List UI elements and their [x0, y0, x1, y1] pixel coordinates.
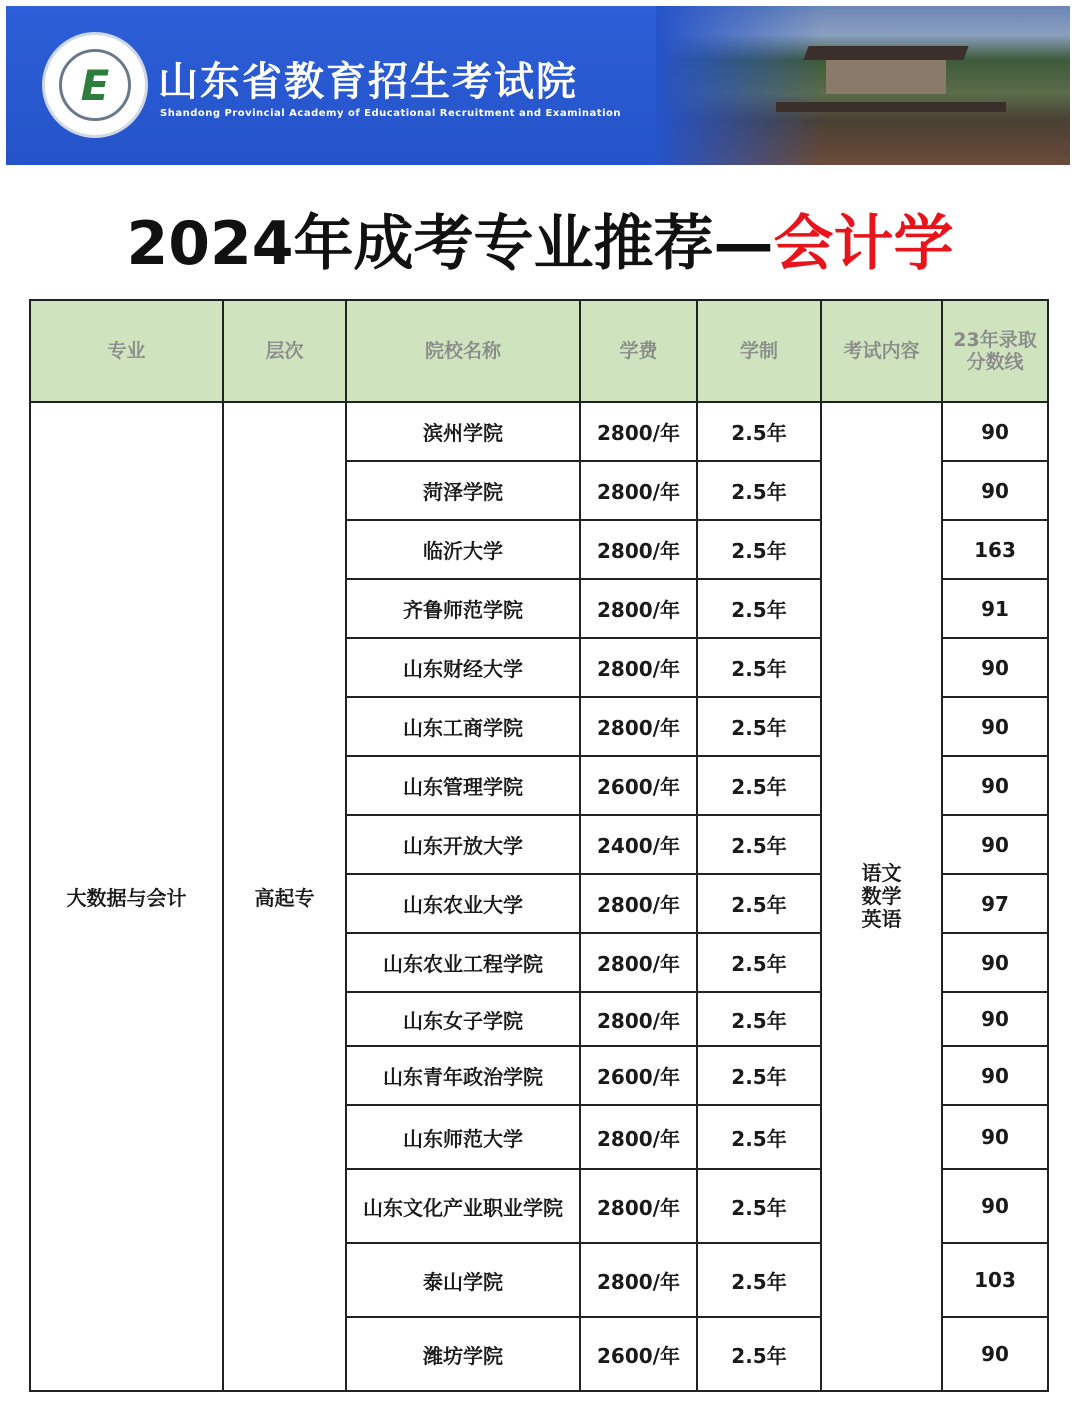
- header-level: 层次: [223, 300, 346, 402]
- school-name-cell: 齐鲁师范学院: [346, 579, 580, 638]
- score-cell: 90: [942, 697, 1048, 756]
- duration-cell: 2.5年: [697, 756, 821, 815]
- header-score: 23年录取分数线: [942, 300, 1048, 402]
- school-name-cell: 山东财经大学: [346, 638, 580, 697]
- school-name-cell: 山东农业工程学院: [346, 933, 580, 992]
- exam-content-cell: 语文 数学 英语: [821, 402, 942, 1391]
- org-name: 山东省教育招生考试院: [158, 59, 578, 105]
- score-cell: 103: [942, 1243, 1048, 1317]
- score-cell: 90: [942, 756, 1048, 815]
- fee-cell: 2600/年: [580, 1317, 697, 1391]
- school-name-cell: 山东农业大学: [346, 874, 580, 933]
- school-name-cell: 山东开放大学: [346, 815, 580, 874]
- major-cell: 大数据与会计: [30, 402, 223, 1391]
- fee-cell: 2800/年: [580, 874, 697, 933]
- header-school: 院校名称: [346, 300, 580, 402]
- score-cell: 90: [942, 461, 1048, 520]
- table-header-row: [30, 300, 1048, 402]
- title-prefix: 2024年成考专业推荐—: [126, 209, 774, 279]
- school-name-cell: 潍坊学院: [346, 1317, 580, 1391]
- fee-cell: 2800/年: [580, 992, 697, 1046]
- level-cell: 高起专: [223, 402, 346, 1391]
- header-fee: 学费: [580, 300, 697, 402]
- duration-cell: 2.5年: [697, 402, 821, 461]
- duration-cell: 2.5年: [697, 874, 821, 933]
- logo-letter: E: [80, 60, 110, 110]
- fee-cell: 2800/年: [580, 1105, 697, 1169]
- fee-cell: 2600/年: [580, 1046, 697, 1105]
- header-major: 专业: [30, 300, 223, 402]
- duration-cell: 2.5年: [697, 461, 821, 520]
- score-cell: 90: [942, 402, 1048, 461]
- fee-cell: 2800/年: [580, 1169, 697, 1243]
- header-exam: 考试内容: [821, 300, 942, 402]
- school-name-cell: 滨州学院: [346, 402, 580, 461]
- fee-cell: 2800/年: [580, 520, 697, 579]
- school-name-cell: 临沂大学: [346, 520, 580, 579]
- school-name-cell: 山东工商学院: [346, 697, 580, 756]
- header-duration: 学制: [697, 300, 821, 402]
- fee-cell: 2800/年: [580, 402, 697, 461]
- temple-wall: [826, 60, 946, 94]
- score-cell: 91: [942, 579, 1048, 638]
- temple-photo: [656, 6, 1070, 165]
- table-row: [30, 402, 1048, 461]
- page-title: [0, 196, 1080, 282]
- school-name-cell: 泰山学院: [346, 1243, 580, 1317]
- temple-roof: [803, 46, 968, 60]
- duration-cell: 2.5年: [697, 697, 821, 756]
- duration-cell: 2.5年: [697, 1169, 821, 1243]
- score-cell: 90: [942, 815, 1048, 874]
- school-name-cell: 山东文化产业职业学院: [346, 1169, 580, 1243]
- score-cell: 90: [942, 1105, 1048, 1169]
- duration-cell: 2.5年: [697, 1046, 821, 1105]
- title-highlight: 会计学: [773, 209, 954, 279]
- academy-logo: [42, 32, 148, 138]
- org-name-english: Shandong Provincial Academy of Educational Recruitment and Examination: [160, 108, 622, 119]
- duration-cell: 2.5年: [697, 579, 821, 638]
- score-cell: 90: [942, 1317, 1048, 1391]
- duration-cell: 2.5年: [697, 520, 821, 579]
- duration-cell: 2.5年: [697, 933, 821, 992]
- logo-emblem: [59, 49, 131, 121]
- duration-cell: 2.5年: [697, 815, 821, 874]
- fee-cell: 2800/年: [580, 461, 697, 520]
- temple-roof-lower: [776, 102, 1006, 112]
- fee-cell: 2800/年: [580, 1243, 697, 1317]
- fee-cell: 2400/年: [580, 815, 697, 874]
- school-name-cell: 山东管理学院: [346, 756, 580, 815]
- duration-cell: 2.5年: [697, 638, 821, 697]
- duration-cell: 2.5年: [697, 1317, 821, 1391]
- score-cell: 90: [942, 992, 1048, 1046]
- fee-cell: 2800/年: [580, 579, 697, 638]
- duration-cell: 2.5年: [697, 1105, 821, 1169]
- fee-cell: 2800/年: [580, 638, 697, 697]
- school-name-cell: 山东青年政治学院: [346, 1046, 580, 1105]
- score-cell: 90: [942, 638, 1048, 697]
- score-cell: 90: [942, 1169, 1048, 1243]
- school-name-cell: 山东女子学院: [346, 992, 580, 1046]
- school-name-cell: 菏泽学院: [346, 461, 580, 520]
- score-cell: 90: [942, 1046, 1048, 1105]
- header-banner: [6, 6, 1070, 165]
- duration-cell: 2.5年: [697, 992, 821, 1046]
- school-name-cell: 山东师范大学: [346, 1105, 580, 1169]
- duration-cell: 2.5年: [697, 1243, 821, 1317]
- fee-cell: 2800/年: [580, 933, 697, 992]
- fee-cell: 2600/年: [580, 756, 697, 815]
- score-cell: 97: [942, 874, 1048, 933]
- program-table: [29, 299, 1049, 1392]
- score-cell: 90: [942, 933, 1048, 992]
- fee-cell: 2800/年: [580, 697, 697, 756]
- score-cell: 163: [942, 520, 1048, 579]
